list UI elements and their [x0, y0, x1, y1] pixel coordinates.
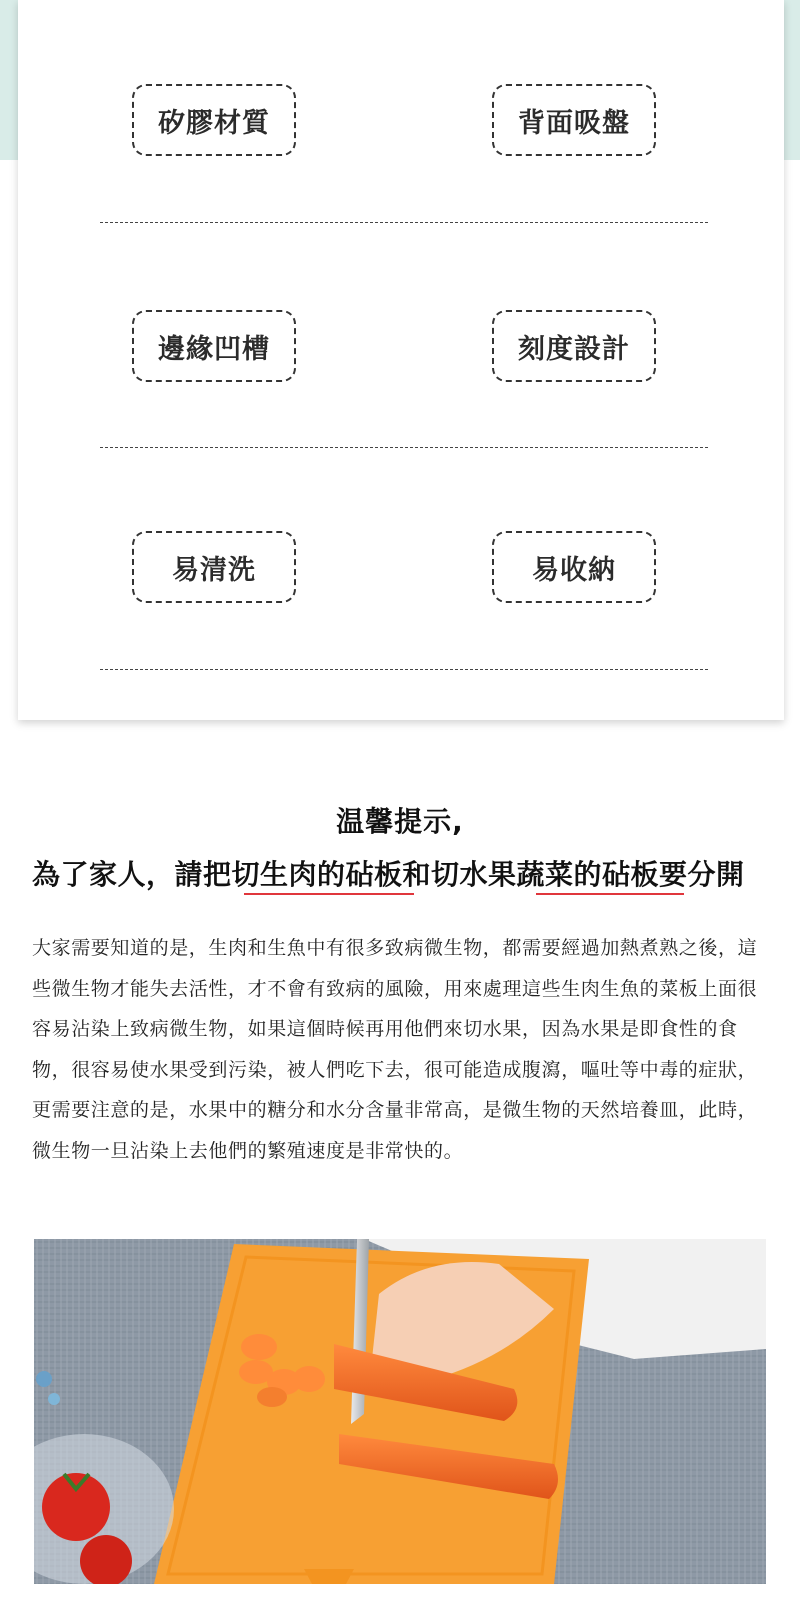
feature-tag-edge-groove: 邊緣凹槽	[132, 310, 296, 382]
feature-tag-silicone: 矽膠材質	[132, 84, 296, 156]
feature-tag-scale: 刻度設計	[492, 310, 656, 382]
hint-title: 温馨提示,	[336, 805, 464, 838]
hint-body: 大家需要知道的是，生肉和生魚中有很多致病微生物，都需要經過加熱煮熟之後，這些微生物才能失去活性，才不會有致病的風險，用來處理這些生肉生魚的菜板上面很容易沾染上致病微生物，如果這個時候再用他們來切水果，因為水果是即食性的食物，很容易使水果受到污染，被人們吃下去，很可能造成腹瀉，嘔吐等中毒的症狀，更需要注意的是，水果中的糖分和水分含量非常高，是微生物的天然培養皿，此時，微生物一旦沾染上去他們的繁殖速度是非常快的。	[32, 937, 758, 1162]
feature-tag-easy-clean: 易清洗	[132, 531, 296, 603]
divider	[100, 669, 708, 670]
underline-raw-meat	[244, 893, 414, 895]
feature-tag-suction: 背面吸盤	[492, 84, 656, 156]
feature-card	[18, 0, 784, 720]
cutting-board-photo	[34, 1239, 766, 1584]
feature-tag-easy-store: 易收納	[492, 531, 656, 603]
divider	[100, 447, 708, 448]
underline-fruit-veg	[536, 893, 684, 895]
hint-subtitle: 為了家人，請把切生肉的砧板和切水果蔬菜的砧板要分開	[32, 858, 745, 891]
divider	[100, 222, 708, 223]
